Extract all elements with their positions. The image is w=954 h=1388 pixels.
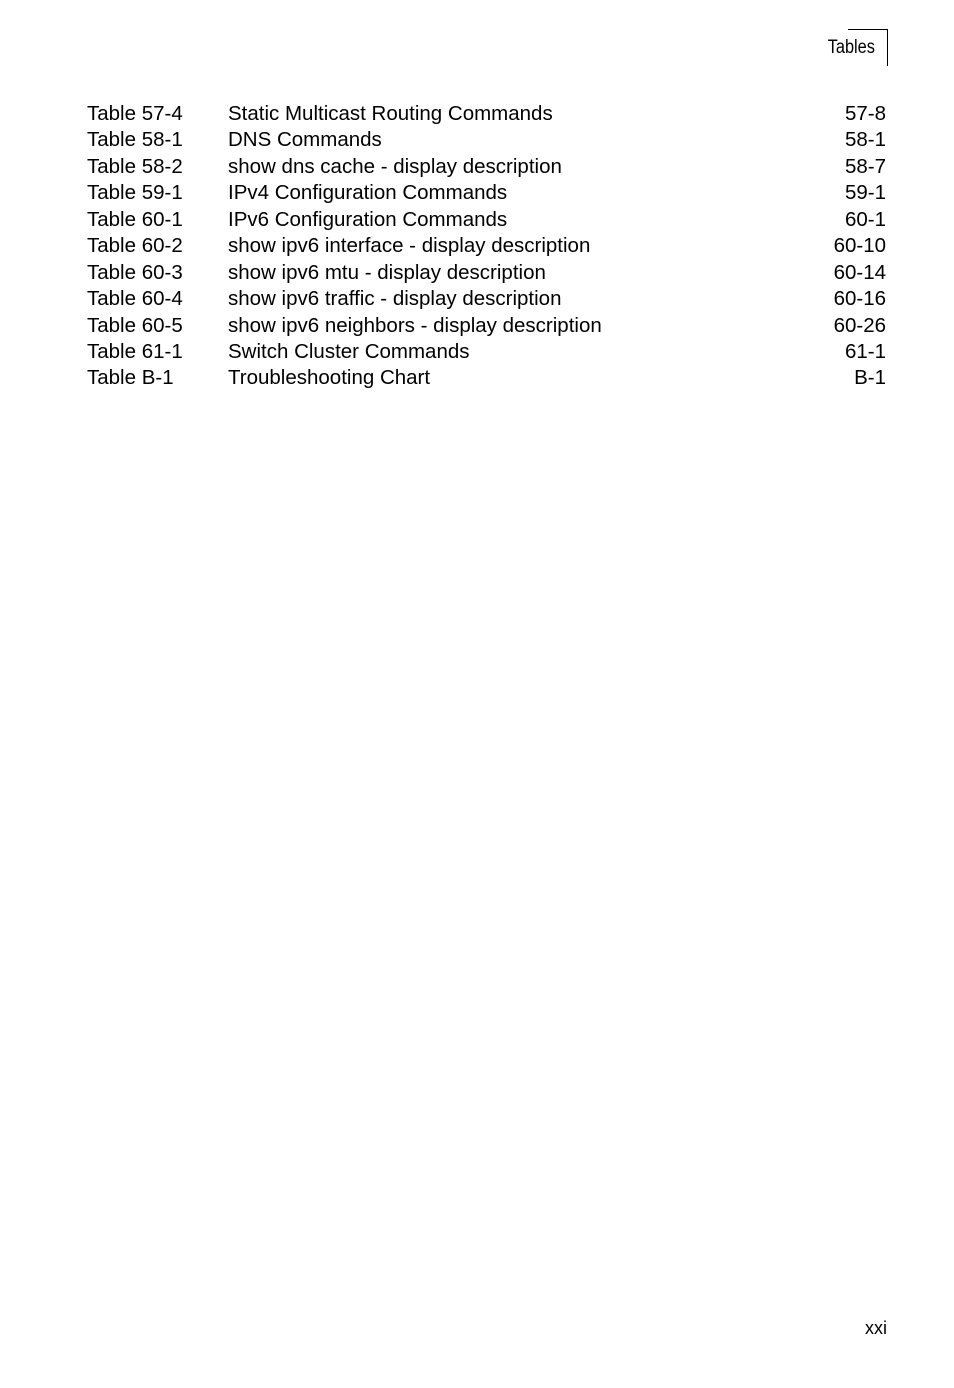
toc-table-title[interactable]: show ipv6 interface - display description [228,234,591,258]
toc-table-number: Table 57-4 [87,102,183,125]
toc-table-number: Table 60-4 [87,287,183,311]
toc-table-number: Table 60-3 [87,260,183,284]
toc-row[interactable] [87,286,886,312]
toc-table-number: Table 60-5 [87,313,183,337]
toc-table-number: Table 61-1 [87,339,183,363]
toc-row[interactable] [87,101,886,127]
toc-table-title[interactable]: IPv6 Configuration Commands [228,207,508,231]
table-of-tables [87,101,886,392]
toc-table-title[interactable]: show ipv6 traffic - display description [228,287,562,311]
toc-table-title[interactable]: show dns cache - display description [228,154,562,178]
toc-table-number: Table 58-1 [87,128,183,152]
toc-page-ref[interactable]: 61-1 [844,339,886,363]
header-rule-side [887,29,888,66]
toc-table-title[interactable]: show ipv6 neighbors - display description [228,313,602,337]
toc-table-number: Table 60-1 [87,207,183,231]
toc-page-ref[interactable]: 60-26 [833,313,886,337]
toc-row[interactable] [87,207,886,233]
toc-row[interactable] [87,313,886,339]
toc-table-title[interactable]: show ipv6 mtu - display description [228,260,546,284]
toc-row[interactable] [87,260,886,286]
toc-table-title[interactable]: Switch Cluster Commands [228,339,470,363]
toc-table-title[interactable]: Troubleshooting Chart [228,366,431,390]
section-header: Tables [827,37,875,58]
toc-row[interactable] [87,339,886,365]
toc-table-title[interactable]: DNS Commands [228,128,382,152]
toc-page-ref[interactable]: B-1 [854,366,886,390]
toc-row[interactable] [87,233,886,259]
toc-table-title[interactable]: IPv4 Configuration Commands [228,181,508,205]
toc-row[interactable] [87,365,886,391]
toc-table-number: Table 60-2 [87,234,183,258]
toc-page-ref[interactable]: 60-1 [844,207,886,231]
toc-row[interactable] [87,180,886,206]
toc-table-number: Table B-1 [87,366,174,390]
toc-table-number: Table 59-1 [87,181,183,205]
toc-table-number: Table 58-2 [87,154,183,178]
toc-page-ref[interactable]: 57-8 [844,102,886,125]
toc-page-ref[interactable]: 60-10 [833,234,886,258]
toc-row[interactable] [87,127,886,153]
header-rule-top [848,29,888,30]
toc-page-ref[interactable]: 59-1 [844,181,886,205]
toc-page-ref[interactable]: 60-14 [833,260,886,284]
toc-page-ref[interactable]: 60-16 [833,287,886,311]
toc-page-ref[interactable]: 58-1 [844,128,886,152]
page-number: xxi [865,1318,887,1338]
toc-page-ref[interactable]: 58-7 [844,154,886,178]
toc-row[interactable] [87,154,886,180]
toc-table-title[interactable]: Static Multicast Routing Commands [228,102,553,125]
